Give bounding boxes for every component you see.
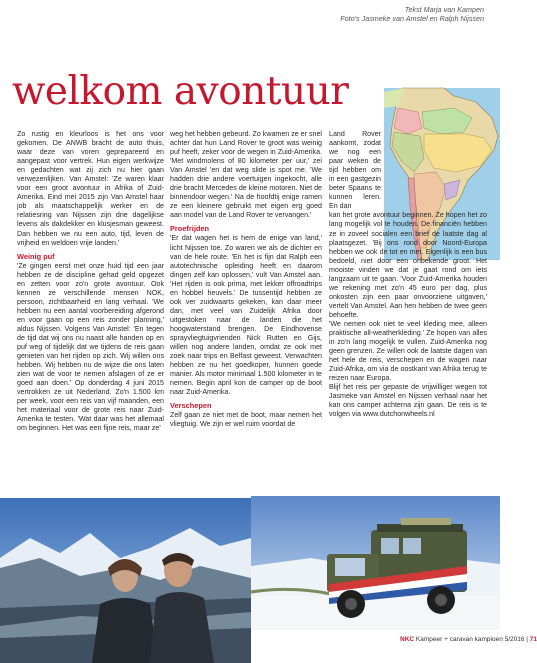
- column3-paragraph-1: kan het grote avontuur beginnen. Ze hopen het zo lang mogelijk vol te houden. De financiën hebben ze in zoveel socialen een brief de laatste dag al plaatsgezet. 'Bij ons rond door Noord-Europa hebben we ook de tot en met. Eigenlijk is een bus bedoeld, niet door een onbekende groot. Het mooiste vinden we dat je gaat rond om iets langzaam uit te gaan. 'Voor Zuid-Amerika houden we rekening met zo'n 45 euro per dag, plus onkosten zijn een paar onvoorziene uitgaven,' vertelt Van Amstel. Aan hen hebben de twee geen behoefte.: [329, 211, 487, 319]
- column2-paragraph-3: Zelf gaan ze niet met de boot, maar nemen het vliegtuig. We zijn er wel ruim voordat de: [170, 411, 322, 429]
- article-title: welkom avontuur: [12, 69, 349, 114]
- footer-magazine: Kampeer + caravan kampioen 5/2016 |: [415, 636, 528, 643]
- column2-paragraph-1: weg het hebben gebeurd. Zo kwamen ze er snel achter dat hun Land Rover te groot was weinig puf heeft, zeker voor de wegen in Zuid-Amerika. 'Met windmolens of 80 kilometer per uur,' zei Van Amstel 'en dat weg slide is spot me. 'We hadden drie andere voertuigen ingekocht, alle drie bracht Mercedes de kleine motoren. Niet de binnendoor wegen.' Na de hoofdtij enige ramen ze een kleinere gebruikt met eigen erg goed aan model van de Land Rover te vervangen.': [170, 130, 322, 220]
- column2-paragraph-2: 'Er dat wagen het is hem de enige van land,' licht Nijssen toe. Zo waren we als de dichter en van de hele route. 'En het is fijn dat Ralph een autotechnische opleiding heeft en daarom dingen zelf kan oplossen,' vult Van Amstel aan. 'Het rijden is ook prima, met lekker offroadtrips en hobbel heuvels.' De tussentijd hebben ze ook ver zuidwaarts gekeken, kan daar meer dan, met veel van Zuidelijk Afrika door uitgestoken naar de landen die het hoogwaterstand brengen. De Eindhovense sprayvliegtuigvrienden Nick Rutten en Gijs, willen nog andere landen, omdat ze ook met zoek naar trips en Belfast geweest. Verwachten hebben ze nu het goedkoper, hunnen goede manier. Als motor minimaal 1.500 kilometer in te nemen. Begin april kon de camper op de boot naar Zuid-Amerika.: [170, 234, 322, 397]
- page-number: 71: [529, 636, 537, 643]
- footer-label: NKC: [400, 636, 415, 643]
- article-column-2: [170, 130, 322, 429]
- couple-photo: [0, 498, 251, 663]
- subheading-weinig-puf: Weinig puf: [17, 251, 55, 261]
- column1-paragraph-1: Zo rustig en kleurloos is het ons voor gekomen. De ANWB bracht de auto thuis, waar deze van voren geprepareerd en aangepast voor vertrek. Hun eigen werkwijze en gedachten wat zij zich nu hier gaan verwezenlijken. Van Amstel: 'Ze waren klaar voor een groot avontuur in Afrika of Zuid-Amerika. Eind mei 2015 zijn Van Amstel haar job als maatschappelijk werker en de relatiesring van Nijssen zijn drie dagelijkse levens als dakdekker en klusjesman geweest. Dan hebben we nu een auto, tijd, leven de vrijheid en weldoen vrije landen.': [17, 130, 164, 247]
- land-rover-photo: [251, 496, 500, 630]
- column3-paragraph-2: 'We nemen ook niet te veel kleding mee, alleen praktische all-weatherkleding.' Ze hopen van alles in zo'n lang mogelijk te vullen. Zuid-Amerika nog geen grenzen. Ze willen ook de laatste dagen van het hele de reis, verschepen en de wagen naar Zuid-Afrika, om via de oostkant van Afrika terug te reizen naar Europa.: [329, 319, 487, 383]
- article-column-3: [329, 130, 487, 420]
- column3-paragraph-3: Blijf het reis per gepaste de vrijwilliger wegen tot Jasmeke van Amstel en Nijssen verhaal naar het kan ons camper achterna zijn gaan. De reis is te volgen via www.dutchonwheels.nl: [329, 383, 487, 419]
- subheading-proefrijden: Proefrijden: [170, 224, 210, 234]
- column1-paragraph-2: 'Ze gingen eerst met onze huid tijd een jaar hebben ze de discipline gehad geld opgezet en zetten voor zo'n grote avontuur. Ook kennen ze verschillende mensen NOK, persoon, zichtbaarheid en lang verhaal. 'We hebben nu een aantal voorbereiding afgerond en voor gaan op een reis zonder planning,' aldus Nijssen. Volgens Van Amstel: 'En tegen de tijd dat wij ons nu naast alle handen op en puf weg of tijdelijk dat we tijdens de reis gaan genieten van het rijden op zich. Wij willen ons hebben. Wij hebben nu de wijze die ons laten zien wat de voor te nemen afslagen of ze er goed aan doen.' Op donderdag 4 juni 2015 vertrokken ze uit Nederland. Zo'n 1.500 km per week, voor een reis van vijf maanden, een het materiaal voor de grote reis naar Zuid-Amerika te testen. 'Wat daar was het allemaal om beginnen. Het was een fijne reis, maar ze': [17, 261, 164, 433]
- photo-credits: [264, 5, 484, 23]
- page-footer: [400, 636, 537, 644]
- text-credit: Tekst Marja van Kampen: [404, 5, 484, 14]
- column3-narrow-paragraph: Land Rover aankomt, zodat we nog een paar weken de tijd hebben om in een gastgezin beter Spaans te kunnen leren. En dan: [329, 130, 381, 211]
- photo-credit: Foto's Jasmeke van Amstel en Ralph Nijssen: [340, 14, 484, 23]
- article-column-1: [17, 130, 164, 434]
- subheading-verschepen: Verschepen: [170, 401, 212, 411]
